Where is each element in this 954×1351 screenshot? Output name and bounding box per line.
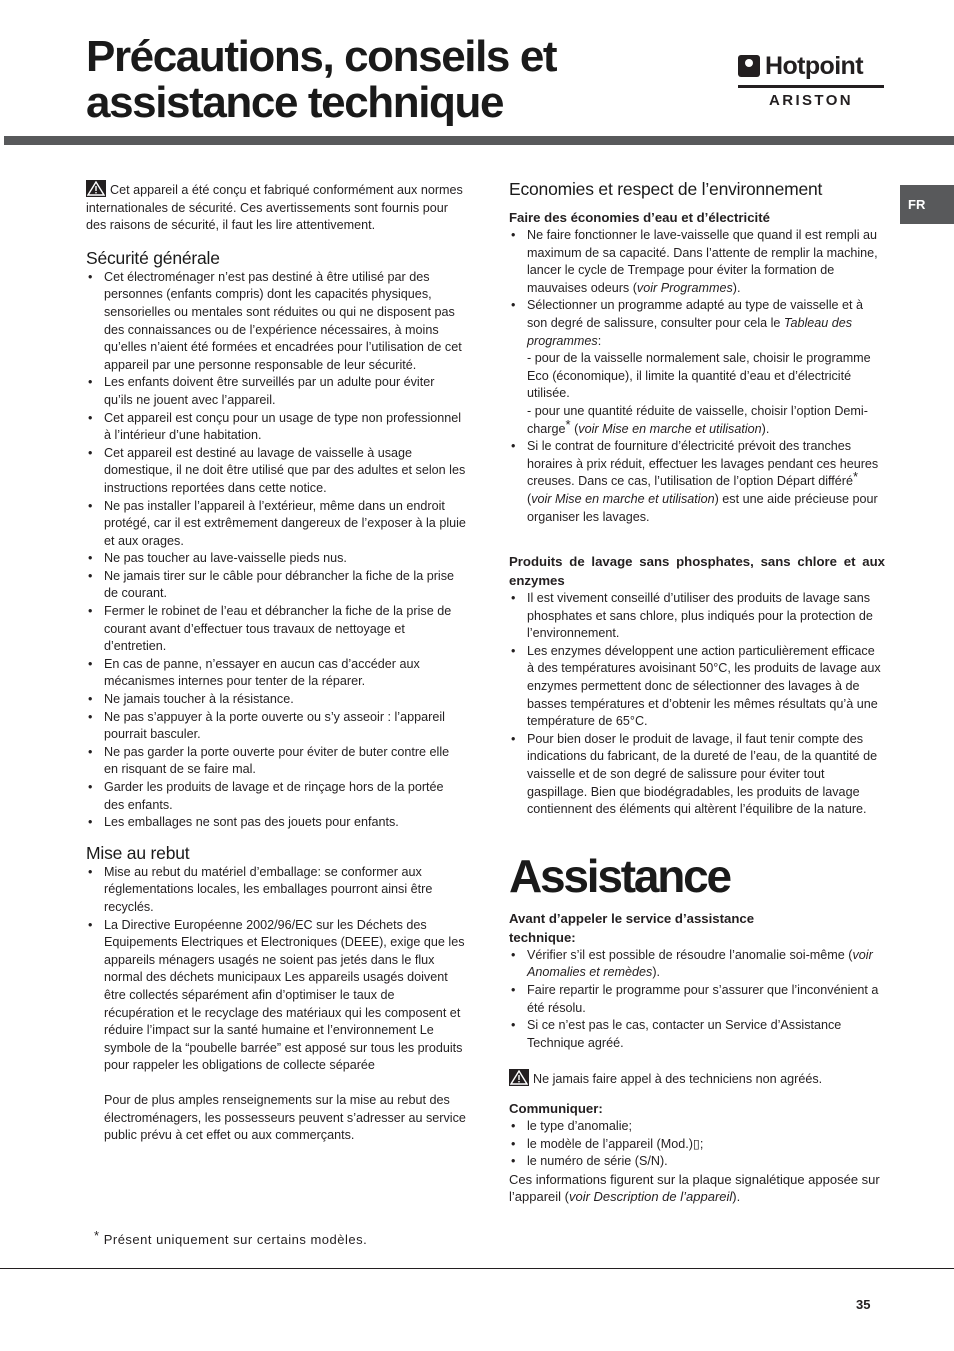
header-divider-bar	[4, 136, 954, 145]
list-item: • Ne pas toucher au lave-vaisselle pieds nus.	[86, 550, 466, 568]
cross-reference: voir Programmes	[636, 280, 733, 295]
page-number: 35	[856, 1297, 871, 1312]
list-item: • Ne jamais toucher à la résistance.	[86, 691, 466, 709]
brand-logo	[738, 50, 884, 114]
cross-reference: voir Anomalies et remèdes	[527, 947, 873, 980]
left-column	[86, 178, 466, 1145]
list-item: • Cet électroménager n’est pas destiné à être utilisé par des personnes (enfants compris) dont les capacités physiques, sensorielles ou mentales sont réduites ou qui ne disposent pas des connaissances ou de l’expérience nécessaires, à moins qu’elles n’aient été formées et encadrées pour l’utilisation de cet appareil par une personne responsable de leur sécurité.	[86, 269, 466, 375]
list-item: • Si ce n’est pas le cas, contacter un Service d’Assistance Technique agréé.	[509, 1017, 885, 1052]
cross-reference: voir Mise en marche et utilisation	[578, 421, 762, 436]
list-item: • Il est vivement conseillé d’utiliser des produits de lavage sans phosphates et sans chlore, plus indiqués pour la protection de l’environnement.	[509, 590, 885, 643]
section-heading-economies: Economies et respect de l’environnement	[509, 179, 823, 199]
safety-intro	[86, 180, 466, 235]
subheading-avant-appeler: Avant d’appeler le service d’assistance technique:	[509, 910, 755, 945]
list-item: • Ne pas installer l’appareil à l’extérieur, même dans un endroit protégé, car il est extrêmement dangereux de l’exposer à la pluie et aux orages.	[86, 498, 466, 551]
rebut-note: Pour de plus amples renseignements sur la mise au rebut des électroménagers, les possesseurs peuvent s’adresser au service public prévu à cet effet ou aux commerçants.	[104, 1092, 466, 1143]
list-item: • le numéro de série (S/N).	[509, 1153, 885, 1171]
list-item: • Faire repartir le programme pour s’assurer que l’inconvénient a été résolu.	[509, 982, 885, 1017]
list-item: • le modèle de l’appareil (Mod.)▯;	[509, 1136, 885, 1154]
communiquer-list	[509, 1118, 885, 1171]
cross-reference: Tableau des programmes	[527, 315, 853, 348]
securite-list	[86, 269, 466, 832]
assistance-title: Assistance	[509, 849, 730, 902]
list-item: • Les enzymes développent une action particulièrement efficace à des températures avoisinant 50°C, les produits de lavage aux enzymes permettent donc de sélectionner des lavages à de basses températures et d’obtenir les mêmes résultats qu’à une température de 65°C.	[509, 643, 885, 731]
list-item: • Ne jamais tirer sur le câble pour débrancher la fiche de la prise de courant.	[86, 568, 466, 603]
list-item: • le type d’anomalie;	[509, 1118, 885, 1136]
footer-divider	[0, 1268, 954, 1269]
list-item: • Pour bien doser le produit de lavage, il faut tenir compte des indications du fabricant, de la dureté de l’eau, de la quantité de vaisselle et de son degré de salissure pour éviter tout gaspillage. Bien que biodégradables, les produits de lavage contiennent des éléments qui altèrent l’équilibre de la nature.	[509, 731, 885, 819]
hotpoint-logo-icon	[738, 55, 760, 77]
list-item: • Vérifier s’il est possible de résoudre l’anomalie soi-même (voir Anomalies et remèdes).	[509, 947, 885, 982]
produits-list	[509, 590, 885, 819]
list-item: • Garder les produits de lavage et de rinçage hors de la portée des enfants.	[86, 779, 466, 814]
section-heading-securite: Sécurité générale	[86, 247, 220, 268]
list-item: • Cet appareil est destiné au lavage de vaisselle à usage domestique, il ne doit être utilisé que par des adultes et selon les instructions reportées dans cette notice.	[86, 445, 466, 498]
footnote	[94, 1228, 368, 1247]
subheading-economies-eau: Faire des économies d’eau et d’électricité	[509, 210, 770, 225]
section-heading-rebut: Mise au rebut	[86, 842, 190, 863]
list-item: • Les emballages ne sont pas des jouets pour enfants.	[86, 814, 466, 832]
list-item: • Ne pas s’appuyer à la porte ouverte ou s’y asseoir : l’appareil pourrait basculer.	[86, 709, 466, 744]
rebut-list	[86, 864, 466, 1075]
warning-icon	[509, 1069, 529, 1086]
page-title-line-1: Précautions, conseils et	[86, 32, 557, 81]
list-item: • Sélectionner un programme adapté au type de vaisselle et à son degré de salissure, consulter pour cela le Tableau des programmes: - pour de la vaisselle normalement sale, choisir le programme Eco (économique), il limite la quantité d’eau et d’électricité utilisée. - pour une quantité réduite de vaisselle, choisir l’option Demi-charge* (voir Mise en marche et utilisation).	[509, 297, 885, 438]
economies-list	[509, 227, 885, 526]
language-tab: FR	[900, 185, 954, 224]
footnote-text: Présent uniquement sur certains modèles.	[103, 1232, 368, 1247]
list-item: • Fermer le robinet de l’eau et débrancher la fiche de la prise de courant avant d’effectuer tous travaux de nettoyage et d’entretien.	[86, 603, 466, 656]
safety-intro-text: Cet appareil a été conçu et fabriqué conformément aux normes internationales de sécurité. Ces avertissements sont fournis pour des raisons de sécurité, il faut les lire attentivement.	[86, 183, 463, 233]
warning-icon	[86, 180, 106, 197]
cross-reference: voir Description de l’appareil	[568, 1189, 733, 1205]
list-item: • Ne pas garder la porte ouverte pour éviter de buter contre elle en risquant de se faire mal.	[86, 744, 466, 779]
page-title	[86, 34, 706, 126]
assistance-list	[509, 947, 885, 1053]
logo-divider	[738, 85, 884, 88]
footnote-mark: *	[94, 1228, 100, 1243]
list-item: • Ne faire fonctionner le lave-vaisselle que quand il est rempli au maximum de sa capacité. Dans l’attente de remplir la machine, lancer le cycle de Trempage pour éviter la formation de mauvaises odeurs (voir Programmes).	[509, 227, 885, 297]
list-item: • Si le contrat de fourniture d’électricité prévoit des tranches horaires à prix réduit, effectuer les lavages pendant ces heures creuses. Dans ce cas, l’utilisation de l’option Départ différé* (voir Mise en marche et utilisation) est une aide précieuse pour organiser les lavages.	[509, 438, 885, 526]
list-item: • En cas de panne, n’essayer en aucun cas d’accéder aux mécanismes internes pour tenter de la réparer.	[86, 656, 466, 691]
brand-name-hotpoint: Hotpoint	[765, 51, 863, 80]
list-item: • La Directive Européenne 2002/96/EC sur les Déchets des Equipements Electriques et Electroniques (DEEE), exige que les appareils ménagers usagés ne soient pas jetés dans le flux normal des déchets municipaux Les appareils usagés doivent être collectés séparément afin d’optimiser le taux de récupération et le recyclage des matériaux qui les composent et réduire l’impact sur la santé humaine et l’environnement Le symbole de la “poubelle barrée” est apposé sur tous les produits pour rappeler les obligations de collecte séparée	[86, 917, 466, 1075]
right-column	[509, 178, 885, 1206]
assistance-closing: Ces informations figurent sur la plaque signalétique apposée sur l’appareil (voir Description de l’appareil).	[509, 1171, 880, 1205]
list-item: • Cet appareil est conçu pour un usage de type non professionnel à l’intérieur d’une habitation.	[86, 410, 466, 445]
subheading-produits-lavage: Produits de lavage sans phosphates, sans chlore et aux enzymes	[509, 554, 885, 589]
subheading-communiquer: Communiquer:	[509, 1100, 603, 1116]
page-title-line-2: assistance technique	[86, 78, 504, 127]
brand-name-ariston: ARISTON	[768, 92, 854, 109]
technician-warning-text: Ne jamais faire appel à des techniciens non agréés.	[533, 1072, 823, 1087]
list-item: • Mise au rebut du matériel d’emballage: se conformer aux réglementations locales, les emballages pourront ainsi être recyclés.	[86, 864, 466, 917]
list-item: • Les enfants doivent être surveillés par un adulte pour éviter qu’ils ne jouent avec l’appareil.	[86, 374, 466, 409]
technician-warning	[509, 1069, 885, 1089]
cross-reference: voir Mise en marche et utilisation	[531, 491, 715, 506]
